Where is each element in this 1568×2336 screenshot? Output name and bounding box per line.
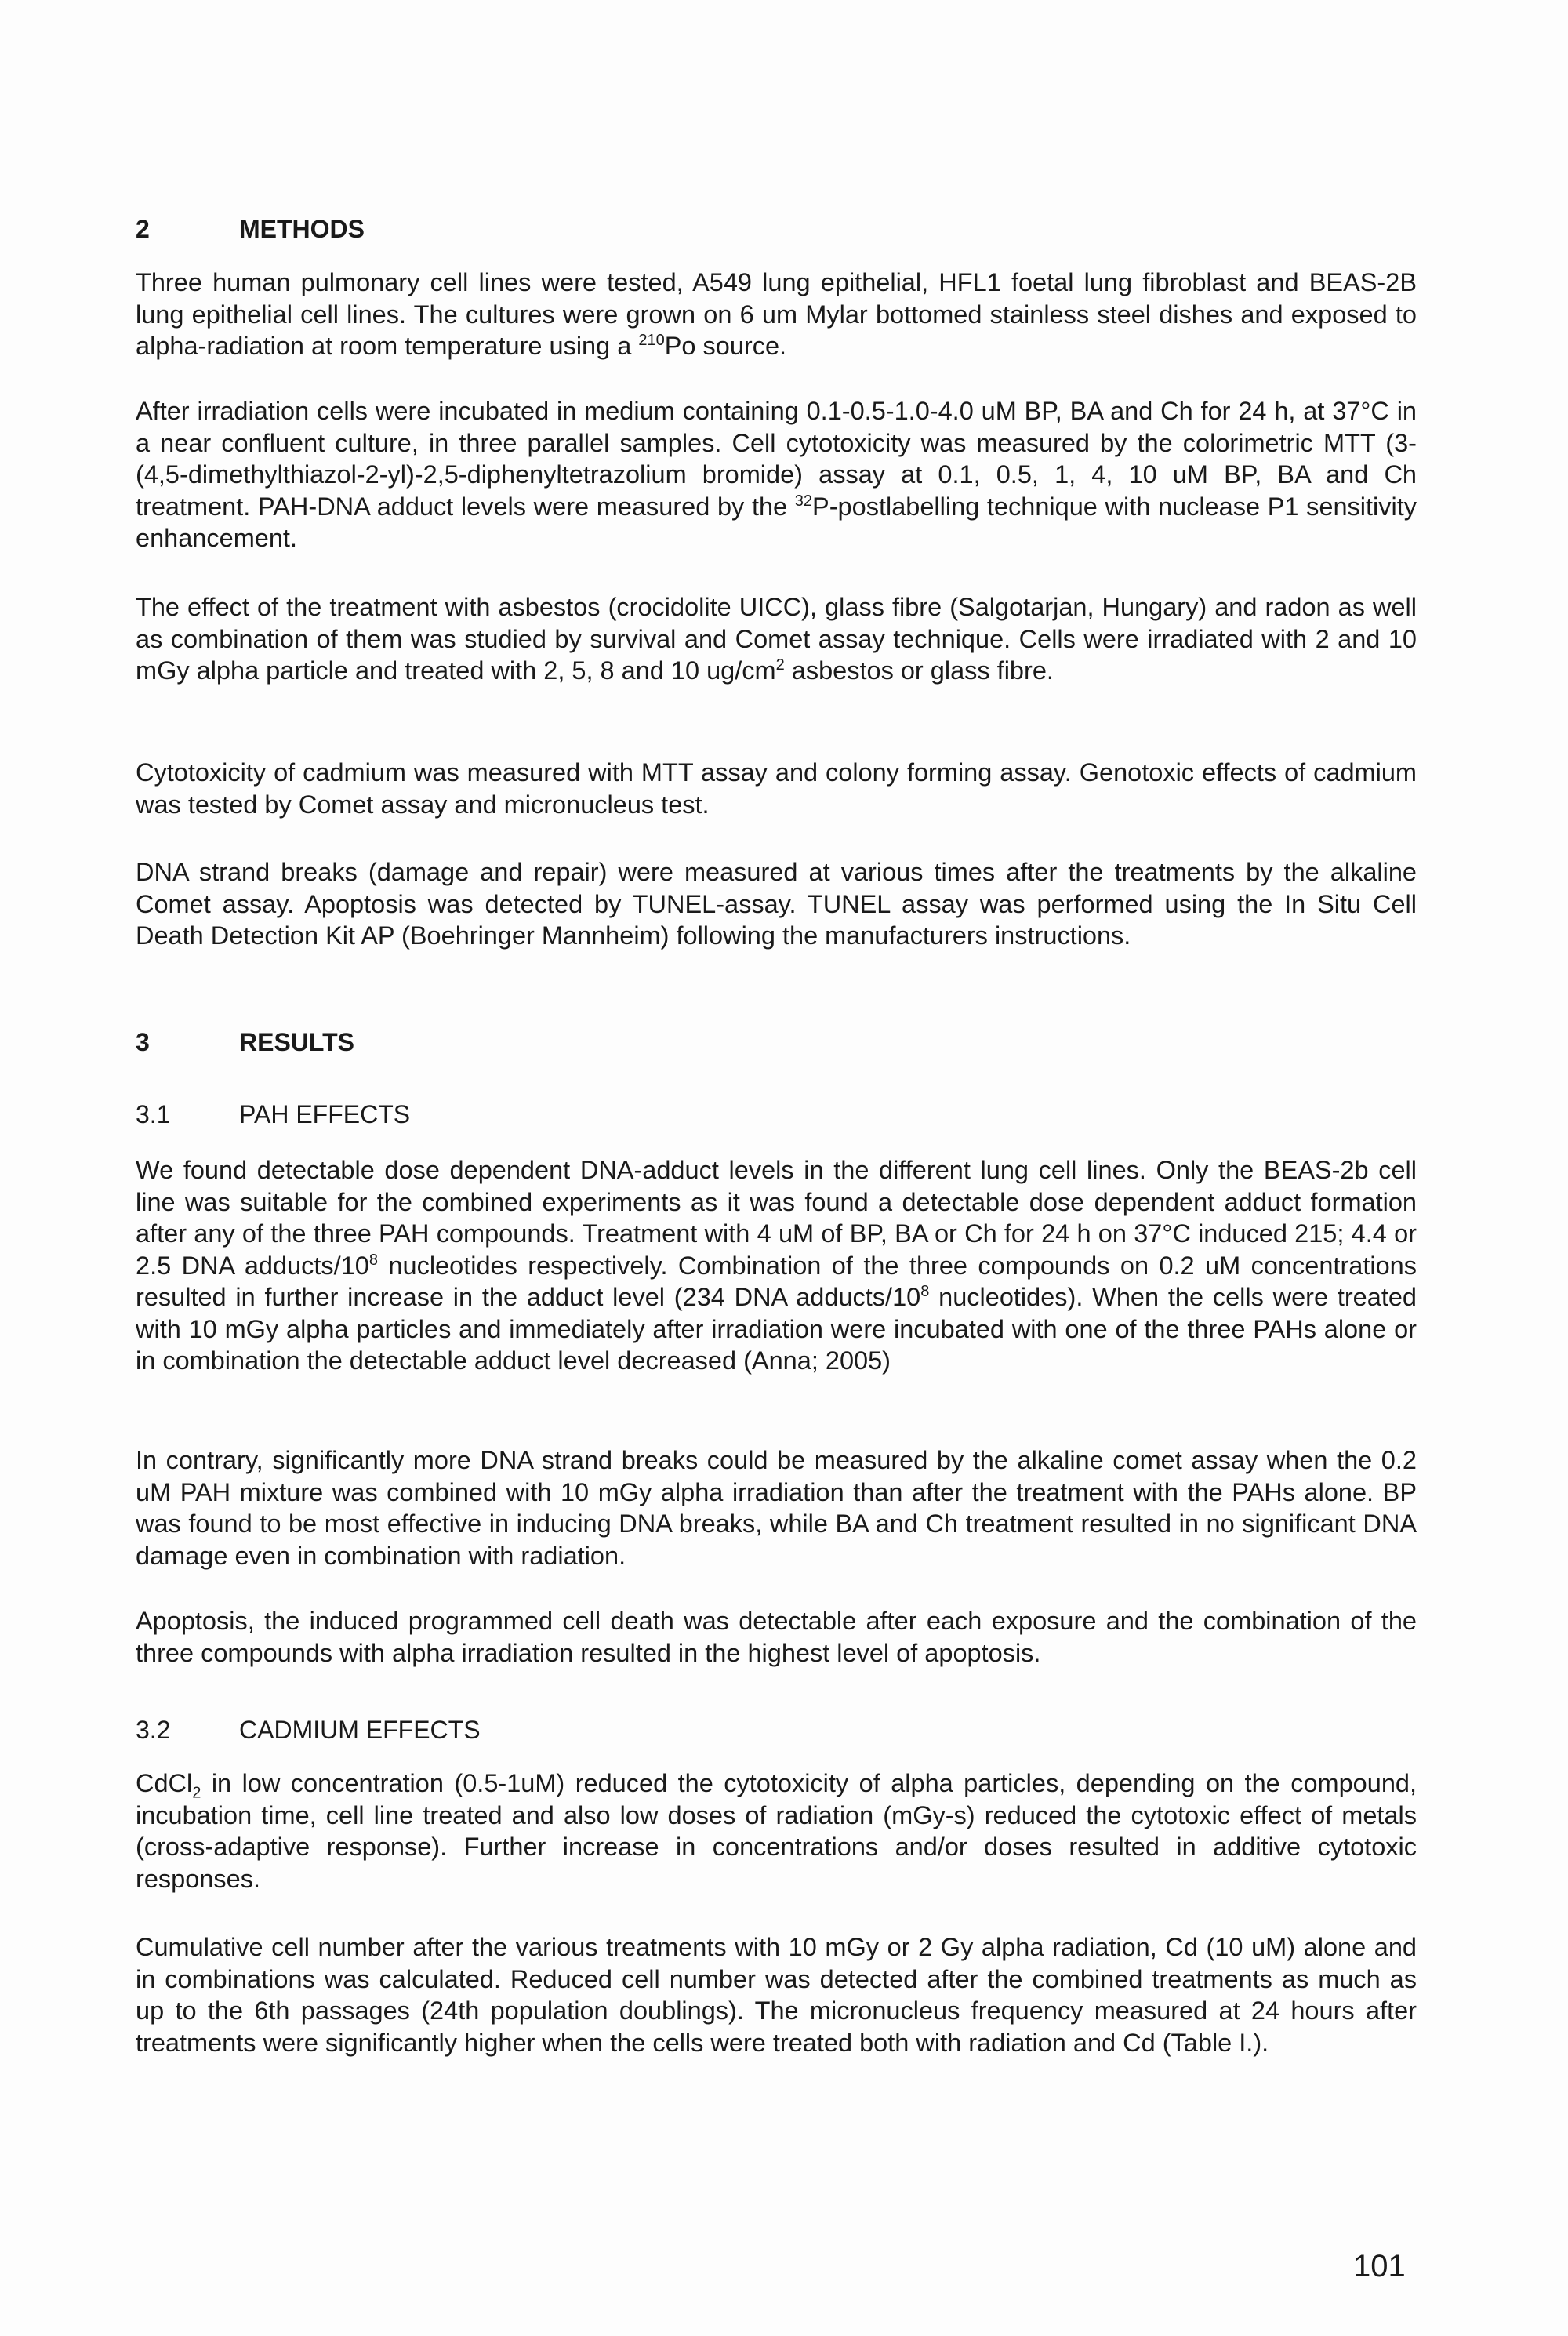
section-3-2-heading: 3.2 CADMIUM EFFECTS xyxy=(136,1716,481,1744)
results-paragraph-pah-3: Apoptosis, the induced programmed cell death was detectable after each exposure and the combination of the three compounds with alpha irradiation resulted in the highest level of apoptosis. xyxy=(136,1607,1417,1667)
page-number: 101 xyxy=(1353,2249,1406,2283)
section-3-1-heading: 3.1 PAH EFFECTS xyxy=(136,1100,411,1128)
results-paragraph-cadmium-2: Cumulative cell number after the various treatments with 10 mGy or 2 Gy alpha radiation, Cd (10 uM) alone and in combinations was calculated. Reduced cell number was detected after the combined treatments as much as up to the 6th passages (24th population doublings). The micronucleus frequency measured at 24 hours after treatments were significantly higher when the cells were treated both with radiation and Cd (Table I.). xyxy=(136,1933,1417,2057)
methods-heading: 2 METHODS xyxy=(136,215,365,243)
methods-paragraph-4: Cytotoxicity of cadmium was measured with MTT assay and colony forming assay. Genotoxic effects of cadmium was tested by Comet assay and micronucleus test. xyxy=(136,758,1417,819)
results-paragraph-pah-2: In contrary, significantly more DNA strand breaks could be measured by the alkaline comet assay when the 0.2 uM PAH mixture was combined with 10 mGy alpha irradiation than after the treatment with the PAHs alone. BP was found to be most effective in inducing DNA breaks, while BA and Ch treatment resulted in no significant DNA damage even in combination with radiation. xyxy=(136,1446,1417,1570)
results-heading: 3 RESULTS xyxy=(136,1028,354,1056)
methods-paragraph-5: DNA strand breaks (damage and repair) were measured at various times after the treatments by the alkaline Comet assay. Apoptosis was detected by TUNEL-assay. TUNEL assay was performed using the In Situ Cell Death Detection Kit AP (Boehringer Mannheim) following the manufacturers instructions. xyxy=(136,858,1417,950)
methods-paragraph-2: After irradiation cells were incubated in medium containing 0.1-0.5-1.0-4.0 uM BP, BA and Ch for 24 h, at 37°C in a near confluent culture, in three parallel samples. Cell cytotoxicity was measured by the colorimetric MTT (3-(4,5-dimethylthiazol-2-yl)-2,5-diphenyltetrazolium bromide) assay at 0.1, 0.5, 1, 4, 10 uM BP, BA and Ch treatment. PAH-DNA adduct levels were measured by the $^{32}$P-postlabelling technique with nuclease P1 sensitivity enhancement. xyxy=(136,397,1417,552)
methods-paragraph-3: The effect of the treatment with asbestos (crocidolite UICC), glass fibre (Salgotarjan, Hungary) and radon as well as combination of them was studied by survival and Comet assay technique. Cells were irradiated with 2 and 10 mGy alpha particle and treated with 2, 5, 8 and 10 $ug/cm^2$ asbestos or glass fibre. xyxy=(136,593,1417,685)
methods-paragraph-1: Three human pulmonary cell lines were tested, A549 lung epithelial, HFL1 foetal lung fibroblast and BEAS-2B lung epithelial cell lines. The cultures were grown on 6 um Mylar bottomed stainless steel dishes and exposed to alpha-radiation at room temperature using a $^{210}$Po source. xyxy=(136,268,1417,360)
results-paragraph-pah-1: We found detectable dose dependent DNA-adduct levels in the different lung cell lines. Only the BEAS-2b cell line was suitable for the combined experiments as it was found a detectable dose dependent adduct formation after any of the three PAH compounds. Treatment with 4 uM of BP, BA or Ch for 24 h on 37°C induced 215; 4.4 or 2.5 DNA adducts/$10^8$ nucleotides respectively. Combination of the three compounds on 0.2 uM concentrations resulted in further increase in the adduct level (234 DNA adducts/$10^8$ nucleotides). When the cells were treated with 10 mGy alpha particles and immediately after irradiation were incubated with one of the three PAHs alone or in combination the detectable adduct level decreased (Anna; 2005) xyxy=(136,1156,1417,1375)
results-paragraph-cadmium-1: CdCl$_2$ in low concentration (0.5-1uM) reduced the cytotoxicity of alpha particles, depending on the compound, incubation time, cell line treated and also low doses of radiation (mGy-s) reduced the cytotoxic effect of metals (cross-adaptive response). Further increase in concentrations and/or doses resulted in additive cytotoxic responses. xyxy=(136,1769,1417,1893)
